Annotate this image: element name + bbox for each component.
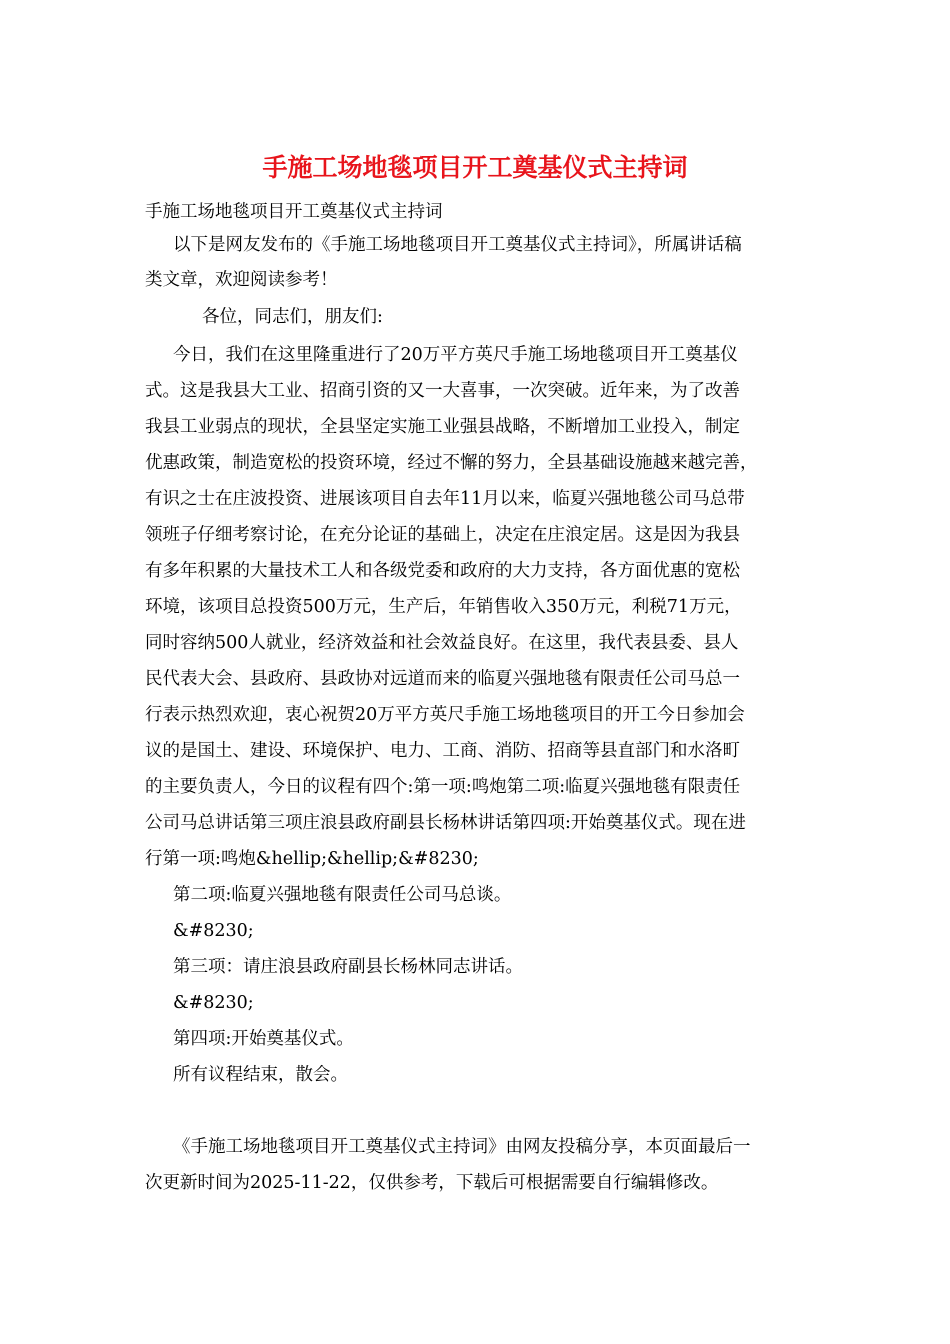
greeting-line: 各位，同志们，朋友们: [202, 307, 383, 327]
intro-line: 类文章，欢迎阅读参考！ [145, 270, 338, 290]
agenda-line: 第二项:临夏兴强地毯有限责任公司马总谈。 [173, 885, 512, 905]
body-line: 有识之士在庄波投资、进展该项目自去年11月以来，临夏兴强地毯公司马总带 [145, 489, 745, 509]
agenda-line: 第四项:开始奠基仪式。 [173, 1029, 354, 1049]
body-line: 优惠政策，制造宽松的投资环境，经过不懈的努力，全县基础设施越来越完善， [145, 453, 758, 473]
body-line: 今日，我们在这里隆重进行了20万平方英尺手施工场地毯项目开工奠基仪 [173, 345, 738, 365]
body-line: 同时容纳500人就业，经济效益和社会效益良好。在这里，我代表县委、县人 [145, 633, 739, 653]
body-line: 公司马总讲话第三项庄浪县政府副县长杨林讲话第四项:开始奠基仪式。现在进 [145, 813, 746, 833]
subtitle-line: 手施工场地毯项目开工奠基仪式主持词 [145, 202, 443, 222]
body-line: 有多年积累的大量技术工人和各级党委和政府的大力支持，各方面优惠的宽松 [145, 561, 740, 581]
body-line: 环境，该项目总投资500万元，生产后，年销售收入350万元，利税71万元， [145, 597, 742, 617]
footer-note-line: 《手施工场地毯项目开工奠基仪式主持词》由网友投稿分享，本页面最后一 [173, 1137, 751, 1157]
body-line: 领班子仔细考察讨论，在充分论证的基础上，决定在庄浪定居。这是因为我县 [145, 525, 740, 545]
intro-line: 以下是网友发布的《手施工场地毯项目开工奠基仪式主持词》，所属讲话稿 [173, 235, 742, 255]
body-line: 民代表大会、县政府、县政协对远道而来的临夏兴强地毯有限责任公司马总一 [145, 669, 740, 689]
agenda-line: &#8230; [173, 993, 254, 1013]
footer-note-line: 次更新时间为2025-11-22，仅供参考，下载后可根据需要自行编辑修改。 [145, 1173, 719, 1193]
document-title: 手施工场地毯项目开工奠基仪式主持词 [262, 153, 688, 182]
agenda-line: 第三项：请庄浪县政府副县长杨林同志讲话。 [173, 957, 523, 977]
body-line: 行第一项:鸣炮&hellip;&hellip;&#8230; [145, 849, 479, 869]
body-line: 行表示热烈欢迎，衷心祝贺20万平方英尺手施工场地毯项目的开工今日参加会 [145, 705, 745, 725]
body-line: 的主要负责人，今日的议程有四个:第一项:鸣炮第二项:临夏兴强地毯有限责任 [145, 777, 741, 797]
agenda-line: &#8230; [173, 921, 254, 941]
agenda-line: 所有议程结束，散会。 [173, 1065, 348, 1085]
body-line: 我县工业弱点的现状，全县坚定实施工业强县战略，不断增加工业投入，制定 [145, 417, 740, 437]
body-line: 式。这是我县大工业、招商引资的又一大喜事，一次突破。近年来，为了改善 [145, 381, 740, 401]
body-line: 议的是国土、建设、环境保护、电力、工商、消防、招商等县直部门和水洛町 [145, 741, 740, 761]
